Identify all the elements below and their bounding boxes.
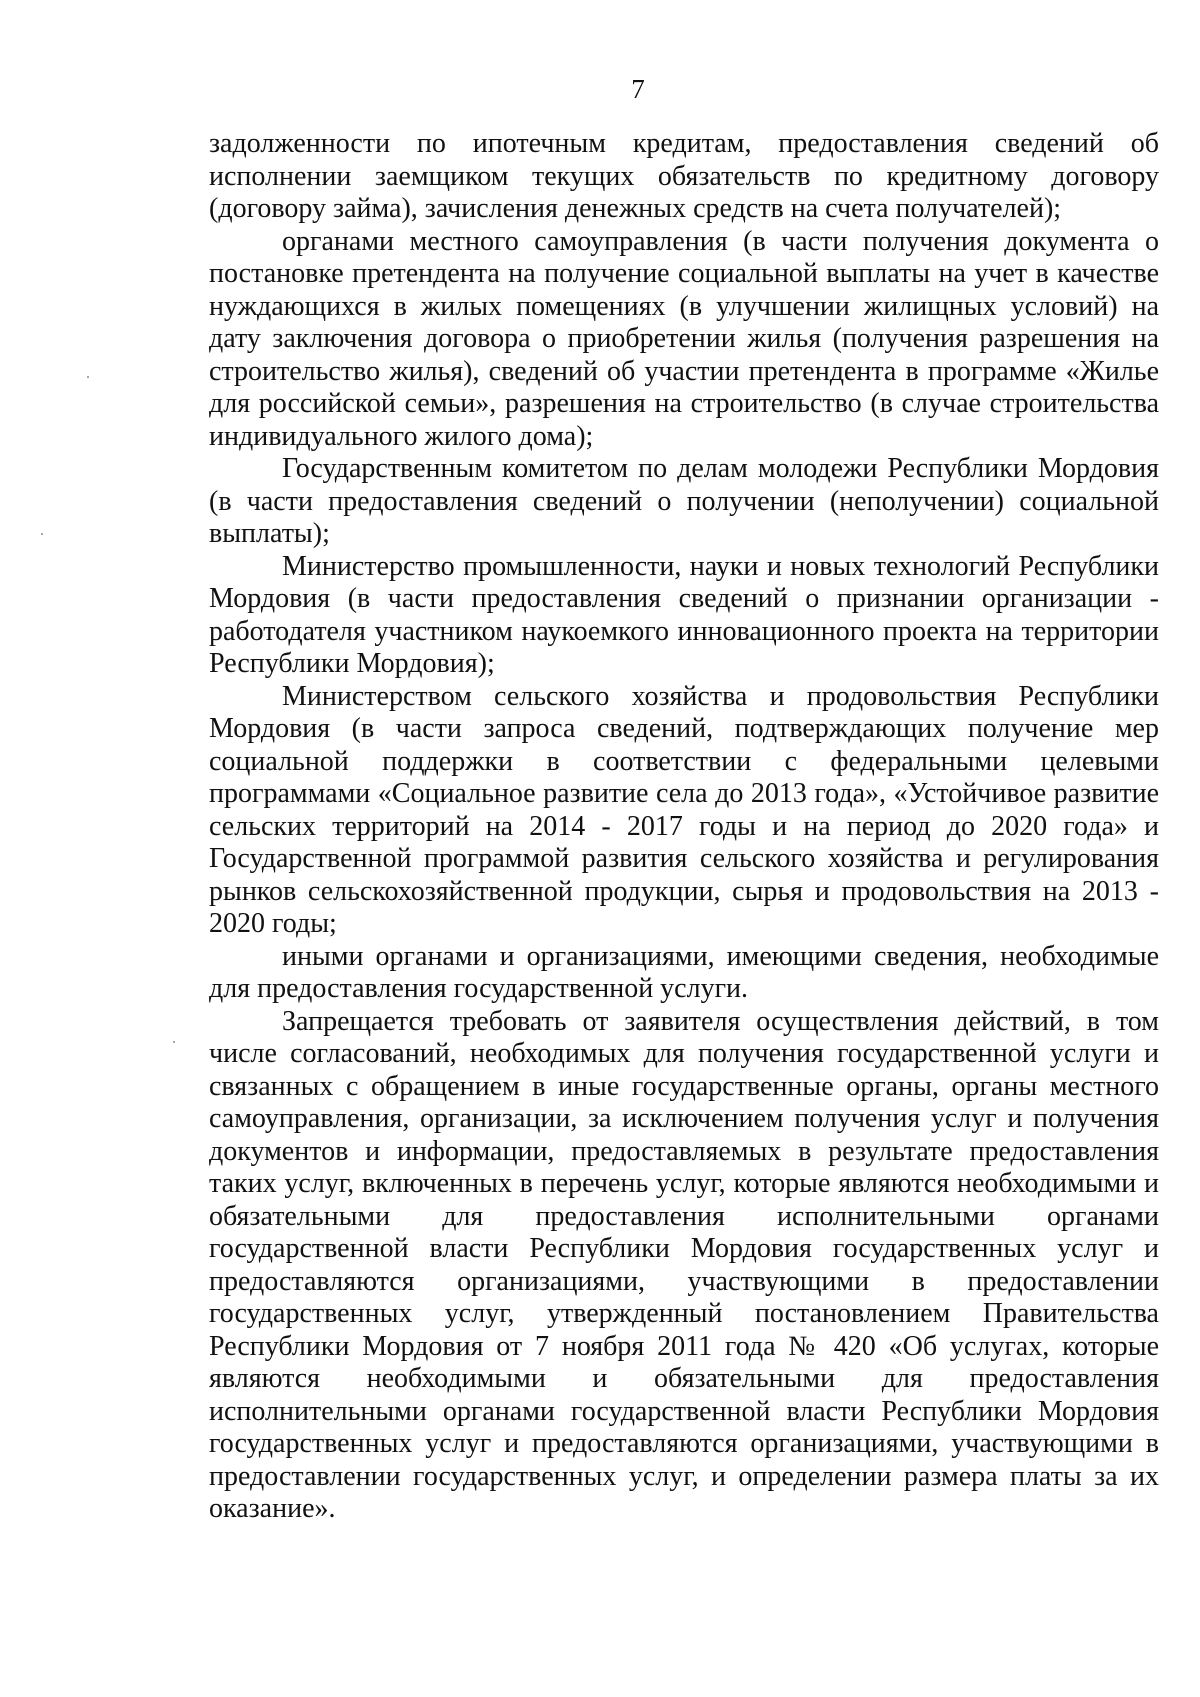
paragraph-local-government: органами местного самоуправления (в части получения документа о постановке претендента на получение социальной выплаты на учет в качестве нуждающихся в жилых помещениях (в улучшении жилищных условий) на дату заключения договора о приобретении жилья (получения разрешения на строительство жилья), сведений об участии претендента в программе «Жилье для российской семьи», разрешения на строительство (в случае строительства индивидуального жилого дома); bbox=[209, 225, 1159, 452]
paragraph-other-bodies: иными органами и организациями, имеющими сведения, необходимые для предоставления государственной услуги. bbox=[209, 940, 1159, 1004]
scan-speck bbox=[87, 376, 89, 378]
document-body bbox=[209, 128, 1159, 1526]
paragraph-ministry-agriculture: Министерством сельского хозяйства и продовольствия Республики Мордовия (в части запроса сведений, подтверждающих получение мер социальной поддержки в соответствии с федеральными целевыми программами «Социальное развитие села до 2013 года», «Устойчивое развитие сельских территорий на 2014 - 2017 годы и на период до 2020 года» и Государственной программой развития сельского хозяйства и регулирования рынков сельскохозяйственной продукции, сырья и продовольствия на 2013 - 2020 годы; bbox=[209, 680, 1159, 939]
page-number: 7 bbox=[631, 74, 645, 104]
paragraph-continuation: задолженности по ипотечным кредитам, предоставления сведений об исполнении заемщиком текущих обязательств по кредитному договору (договору займа), зачисления денежных средств на счета получателей); bbox=[209, 128, 1159, 224]
scan-speck bbox=[41, 533, 43, 535]
paragraph-youth-committee: Государственным комитетом по делам молодежи Республики Мордовия (в части предоставления сведений о получении (неполучении) социальной выплаты); bbox=[209, 453, 1159, 549]
paragraph-ministry-industry: Министерство промышленности, науки и новых технологий Республики Мордовия (в части предоставления сведений о признании организации - работодателя участником наукоемкого инновационного проекта на территории Республики Мордовия); bbox=[209, 550, 1159, 679]
paragraph-prohibition: Запрещается требовать от заявителя осуществления действий, в том числе согласований, необходимых для получения государственной услуги и связанных с обращением в иные государственные органы, органы местного самоуправления, организации, за исключением получения услуг и получения документов и информации, предоставляемых в результате предоставления таких услуг, включенных в перечень услуг, которые являются необходимыми и обязательными для предоставления исполнительными органами государственной власти Республики Мордовия государственных услуг и предоставляются организациями, участвующими в предоставлении государственных услуг, утвержденный постановлением Правительства Республики Мордовия от 7 ноября 2011 года № 420 «Об услугах, которые являются необходимыми и обязательными для предоставления исполнительными органами государственной власти Республики Мордовия государственных услуг и предоставляются организациями, участвующими в предоставлении государственных услуг, и определении размера платы за их оказание». bbox=[209, 1005, 1159, 1524]
scan-speck bbox=[173, 1041, 175, 1043]
